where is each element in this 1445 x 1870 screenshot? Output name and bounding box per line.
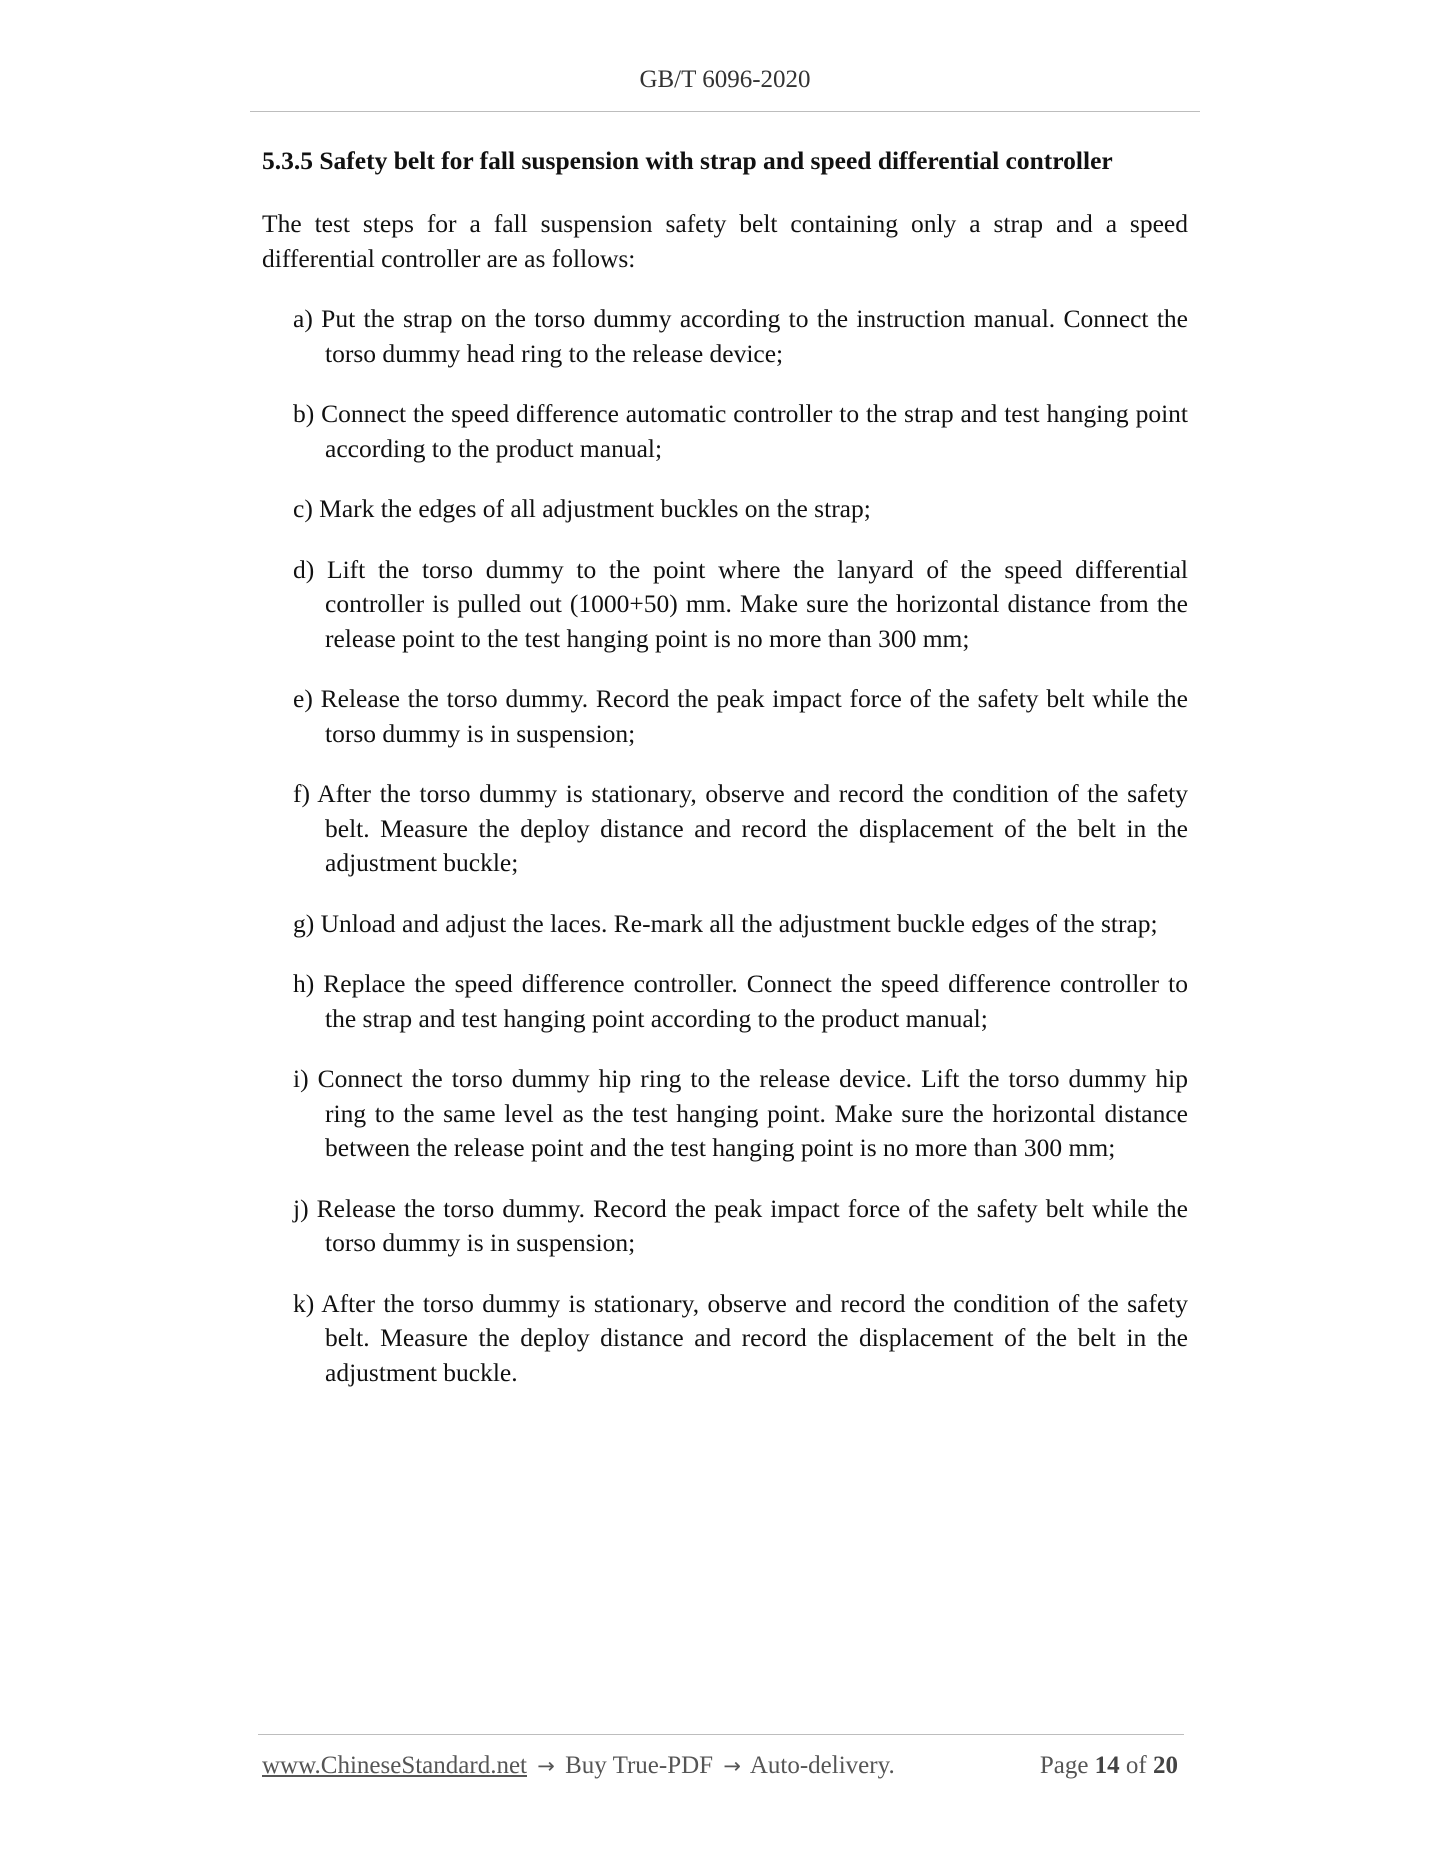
page-label: Page [1039,1752,1089,1779]
site-link[interactable]: www.ChineseStandard.net [262,1752,527,1779]
auto-delivery-text: Auto-delivery. [749,1752,895,1779]
section-title: 5.3.5 Safety belt for fall suspension with strap and speed differential controller [262,146,1113,175]
step-k: k) After the torso dummy is stationary, observe and record the condition of the safety belt. Measure the deploy distance and record the displacement of the belt in the adjustment buckle. [293,1288,1188,1387]
footer-promo [262,1752,895,1780]
step-c: c) Mark the edges of all adjustment buckles on the strap; [293,494,871,523]
page-header-doc-id: GB/T 6096-2020 [639,66,811,93]
step-e: e) Release the torso dummy. Record the peak impact force of the safety belt while the torso dummy is in suspension; [293,684,1188,748]
page-current: 14 [1094,1752,1120,1779]
buy-true-pdf-text: Buy True-PDF [565,1752,714,1779]
step-j: j) Release the torso dummy. Record the peak impact force of the safety belt while the torso dummy is in suspension; [293,1193,1188,1257]
step-i: i) Connect the torso dummy hip ring to the release device. Lift the torso dummy hip ring to the same level as the test hanging point. Make sure the horizontal distance between the release point and the test hanging point is no more than 300 mm; [293,1064,1188,1162]
page-footer [262,1752,1178,1780]
header-divider [250,111,1200,112]
arrow-right-icon: → [723,1754,741,1778]
arrow-right-icon: → [537,1754,555,1778]
step-d: d) Lift the torso dummy to the point where the lanyard of the speed differential controller is pulled out (1000+50) mm. Make sure the horizontal distance from the release point to the test hanging point is no more than 300 mm; [293,554,1188,653]
page-total: 20 [1153,1752,1178,1779]
step-g: g) Unload and adjust the laces. Re-mark all the adjustment buckle edges of the strap; [293,908,1158,938]
step-a: a) Put the strap on the torso dummy according to the instruction manual. Connect the torso dummy head ring to the release device; [293,304,1188,368]
page-content [262,145,1188,1416]
footer-divider [258,1734,1184,1735]
step-h: h) Replace the speed difference controller. Connect the speed difference controller to the strap and test hanging point according to the product manual; [293,969,1188,1033]
step-b: b) Connect the speed difference automatic controller to the strap and test hanging point according to the product manual; [293,399,1188,463]
of-label: of [1125,1752,1147,1779]
step-f: f) After the torso dummy is stationary, observe and record the condition of the safety belt. Measure the deploy distance and record the displacement of the belt in the adjustment buckle; [293,779,1188,877]
section-intro: The test steps for a fall suspension safety belt containing only a strap and a speed differential controller are as follows: [262,209,1188,273]
page-number [1040,1752,1178,1780]
test-steps-list [262,302,1188,1390]
